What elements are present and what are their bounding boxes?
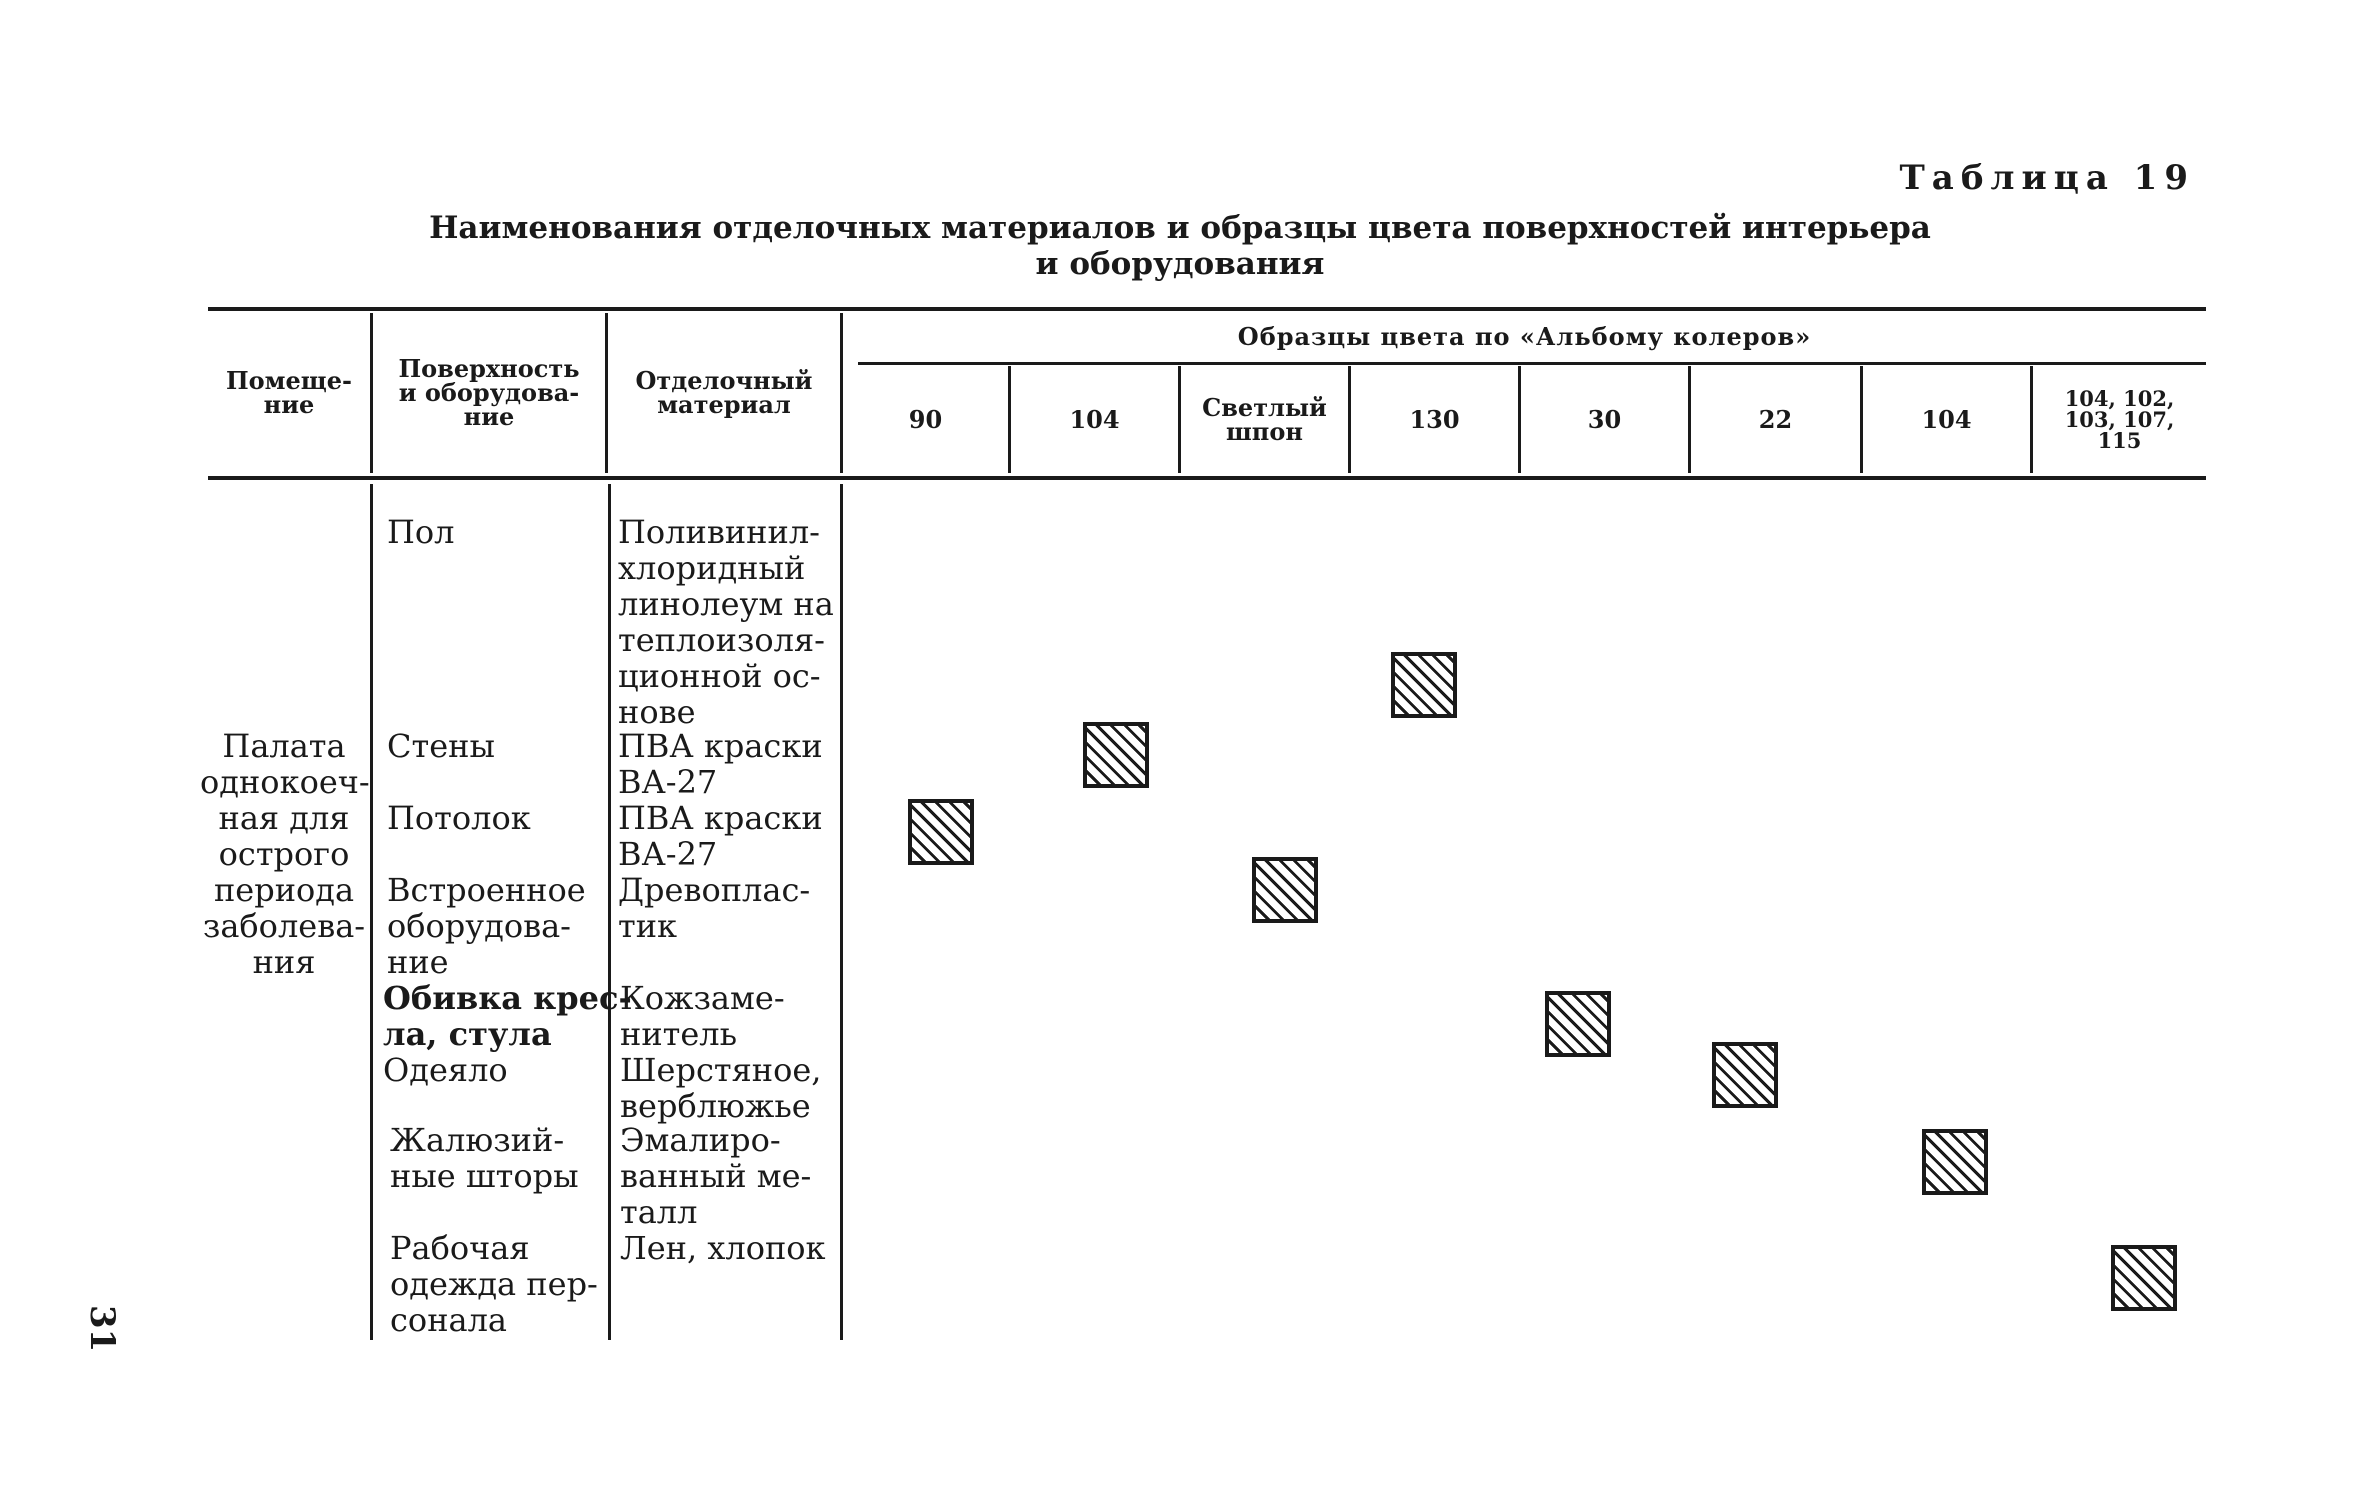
sample-column-header: 90 (908, 404, 943, 434)
samples-group-rule (858, 362, 2206, 365)
color-sample-swatch (1712, 1042, 1778, 1108)
material-cell: Эмалиро- ванный ме- талл (620, 1121, 812, 1231)
sample-column-header: 104 (1069, 404, 1120, 434)
color-sample-swatch (908, 799, 974, 865)
color-sample-swatch (1922, 1129, 1988, 1195)
sample-column-header: 104, 102, 103, 107, 115 (2064, 386, 2175, 453)
sample-column-header: 130 (1409, 404, 1460, 434)
surface-cell: Потолок (387, 799, 531, 837)
table-title (380, 210, 1980, 282)
material-cell: Древоплас- тик (618, 871, 811, 945)
color-sample-swatch (1252, 857, 1318, 923)
color-sample-swatch (1545, 991, 1611, 1057)
surface-cell: Рабочая одежда пер- сонала (390, 1229, 598, 1339)
surface-cell: Пол (387, 513, 455, 551)
material-cell: ПВА краски ВА-27 (618, 799, 823, 873)
table-top-rule (208, 307, 2206, 311)
surface-cell: Обивка крес- ла, стула (383, 979, 632, 1053)
header-samples-group: Образцы цвета по «Альбому колеров» (1237, 322, 1812, 351)
header-material: Отделочный материал (635, 366, 813, 419)
sample-column-header: 104 (1921, 404, 1972, 434)
body-divider (370, 484, 373, 1340)
material-cell: Поливинил- хлоридный линолеум на теплоизоля- ционной ос- нове (618, 513, 834, 731)
material-cell: Лен, хлопок (620, 1229, 826, 1267)
room-name: Палата однокоеч- ная для острого периода заболева- ния (200, 727, 370, 981)
material-cell: Шерстяное, верблюжье (620, 1051, 822, 1125)
color-sample-swatch (2111, 1245, 2177, 1311)
body-divider (840, 484, 843, 1340)
surface-cell: Стены (387, 727, 495, 765)
header-room: Помеще- ние (226, 366, 352, 419)
sample-column-header: 22 (1758, 404, 1793, 434)
table-title-line-1: Наименования отделочных материалов и образцы цвета поверхностей интерьера (429, 210, 1931, 246)
page-number: 31 (82, 1305, 122, 1353)
surface-cell: Жалюзий- ные шторы (390, 1121, 579, 1195)
header-bottom-rule (208, 476, 2206, 480)
material-cell: ПВА краски ВА-27 (618, 727, 823, 801)
table-number: Таблица 19 (1899, 158, 2195, 198)
header-surface: Поверхность и оборудова- ние (398, 354, 580, 431)
surface-cell: Встроенное оборудова- ние (387, 871, 586, 981)
body-divider (608, 484, 611, 1340)
table-title-line-2: и оборудования (1035, 246, 1325, 282)
sample-column-header: Светлый шпон (1202, 392, 1327, 446)
sample-column-header: 30 (1587, 404, 1622, 434)
surface-cell: Одеяло (383, 1051, 508, 1089)
color-sample-swatch (1083, 722, 1149, 788)
material-cell: Кожзаме- нитель (620, 979, 785, 1053)
color-sample-swatch (1391, 652, 1457, 718)
